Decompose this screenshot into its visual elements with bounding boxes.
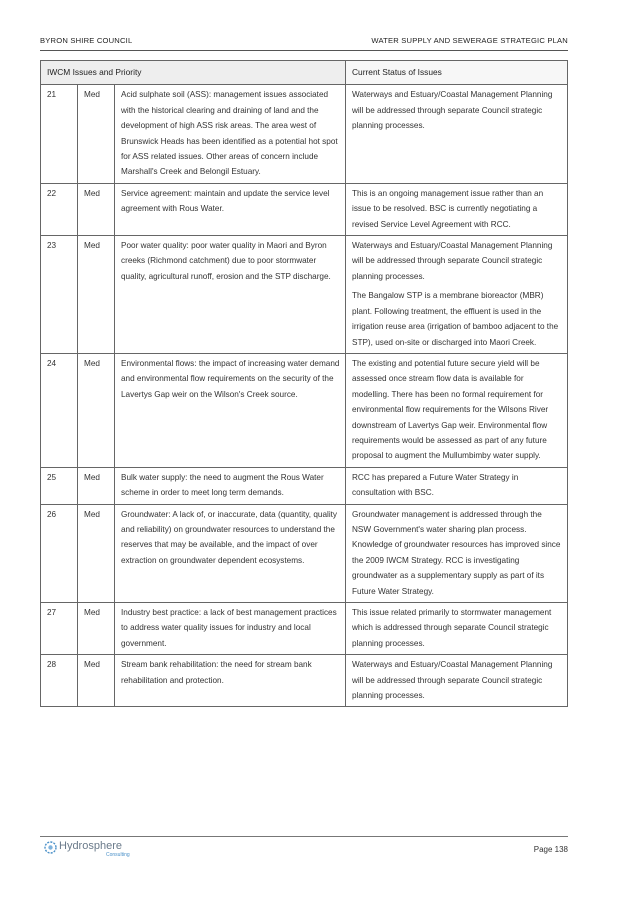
issue-priority: Med [78,603,115,655]
issue-description: Environmental flows: the impact of increasing water demand and environmental flow requirements on the security of the Lavertys Gap weir on the Wilson's Creek source. [115,353,346,467]
logo-name: Hydrosphere [59,840,122,852]
issue-description: Poor water quality: poor water quality in Maori and Byron creeks (Richmond catchment) due to poor stormwater quality, agricultural runoff, erosion and the STP discharge. [115,236,346,354]
status-text: This issue related primarily to stormwater management which is addressed through separate Council strategic planning processes. [352,608,552,648]
issue-description: Groundwater: A lack of, or inaccurate, data (quantity, quality and reliability) on groundwater resources to understand the reserves that may be available, and the impact of over extraction on groundwater dependent ecosystems. [115,504,346,602]
logo-subtitle: Consulting [106,852,130,858]
issue-priority: Med [78,183,115,235]
issue-priority: Med [78,655,115,707]
issue-description: Industry best practice: a lack of best management practices to address water quality issues for industry and local government. [115,603,346,655]
status-text: Waterways and Estuary/Coastal Management Planning will be addressed through separate Council strategic planning processes. [352,90,553,131]
table-row [41,467,568,504]
issue-status [346,236,568,354]
issue-priority: Med [78,353,115,467]
table-row [41,183,568,235]
page-header [40,36,568,48]
issue-status [346,183,568,235]
issue-status [346,467,568,504]
header-divider [40,50,568,51]
issue-number: 24 [41,353,78,467]
issue-number: 25 [41,467,78,504]
table-row [41,504,568,602]
header-org: BYRON SHIRE COUNCIL [40,36,133,45]
issue-description: Acid sulphate soil (ASS): management issues associated with the historical clearing and draining of land and the development of high ASS risk areas. The area west of Brunswick Heads has been identified as a potential hot spot for ASS related issues. Other areas of concern include Marshall's Creek and Belongil Estuary. [115,85,346,183]
col-header-issues: IWCM Issues and Priority [41,61,346,85]
issue-status [346,504,568,602]
sphere-icon [44,841,57,854]
issue-number: 22 [41,183,78,235]
issue-priority: Med [78,504,115,602]
col-header-status: Current Status of Issues [346,61,568,85]
issue-number: 27 [41,603,78,655]
issue-status [346,655,568,707]
status-text-secondary: The Bangalow STP is a membrane bioreactor (MBR) plant. Following treatment, the effluent is used in the irrigation reuse area (irrigation of bamboo adjacent to the STP), used on-site or discharged into Maori Creek. [352,291,559,347]
status-text: RCC has prepared a Future Water Strategy in consultation with BSC. [352,472,519,498]
table-row [41,85,568,183]
issue-description: Bulk water supply: the need to augment the Rous Water scheme in order to meet long term demands. [115,467,346,504]
issue-number: 23 [41,236,78,354]
status-text: This is an ongoing management issue rather than an issue to be resolved. BSC is currently negotiating a revised Service Level Agreement with RCC. [352,188,544,229]
issue-priority: Med [78,236,115,354]
issue-description: Stream bank rehabilitation: the need for stream bank rehabilitation and protection. [115,655,346,707]
header-doc-title: WATER SUPPLY AND SEWERAGE STRATEGIC PLAN [371,36,568,45]
status-text: The existing and potential future secure yield will be assessed once stream flow data is available for modelling. There has been no formal requirement for environmental flow requirements for the Wilsons River downstream of Lavertys Gap weir. Environmental flow requirements would be assessed as part of any future proposal to augment the Mullumbimby water supply. [352,358,549,461]
table-row [41,655,568,707]
table-row [41,236,568,354]
status-text: Waterways and Estuary/Coastal Management Planning will be addressed through separate Council strategic planning processes. [352,660,553,701]
status-text: Groundwater management is addressed through the NSW Government's water sharing plan process. Knowledge of groundwater resources has improved since the 2009 IWCM Strategy. RCC is investigating groundwater as a supplementary supply as part of its Future Water Strategy. [352,509,561,596]
issue-status [346,85,568,183]
table-header-row [41,61,568,85]
issue-number: 28 [41,655,78,707]
page-number: Page 138 [533,845,568,854]
issues-table [40,60,568,707]
footer-divider [40,836,568,837]
table-row [41,353,568,467]
table-row [41,603,568,655]
issue-status [346,353,568,467]
status-text: Waterways and Estuary/Coastal Management Planning will be addressed through separate Council strategic planning processes. [352,241,553,281]
issue-priority: Med [78,85,115,183]
issue-number: 21 [41,85,78,183]
issue-number: 26 [41,504,78,602]
issue-priority: Med [78,467,115,504]
issue-description: Service agreement: maintain and update the service level agreement with Rous Water. [115,183,346,235]
issue-status [346,603,568,655]
